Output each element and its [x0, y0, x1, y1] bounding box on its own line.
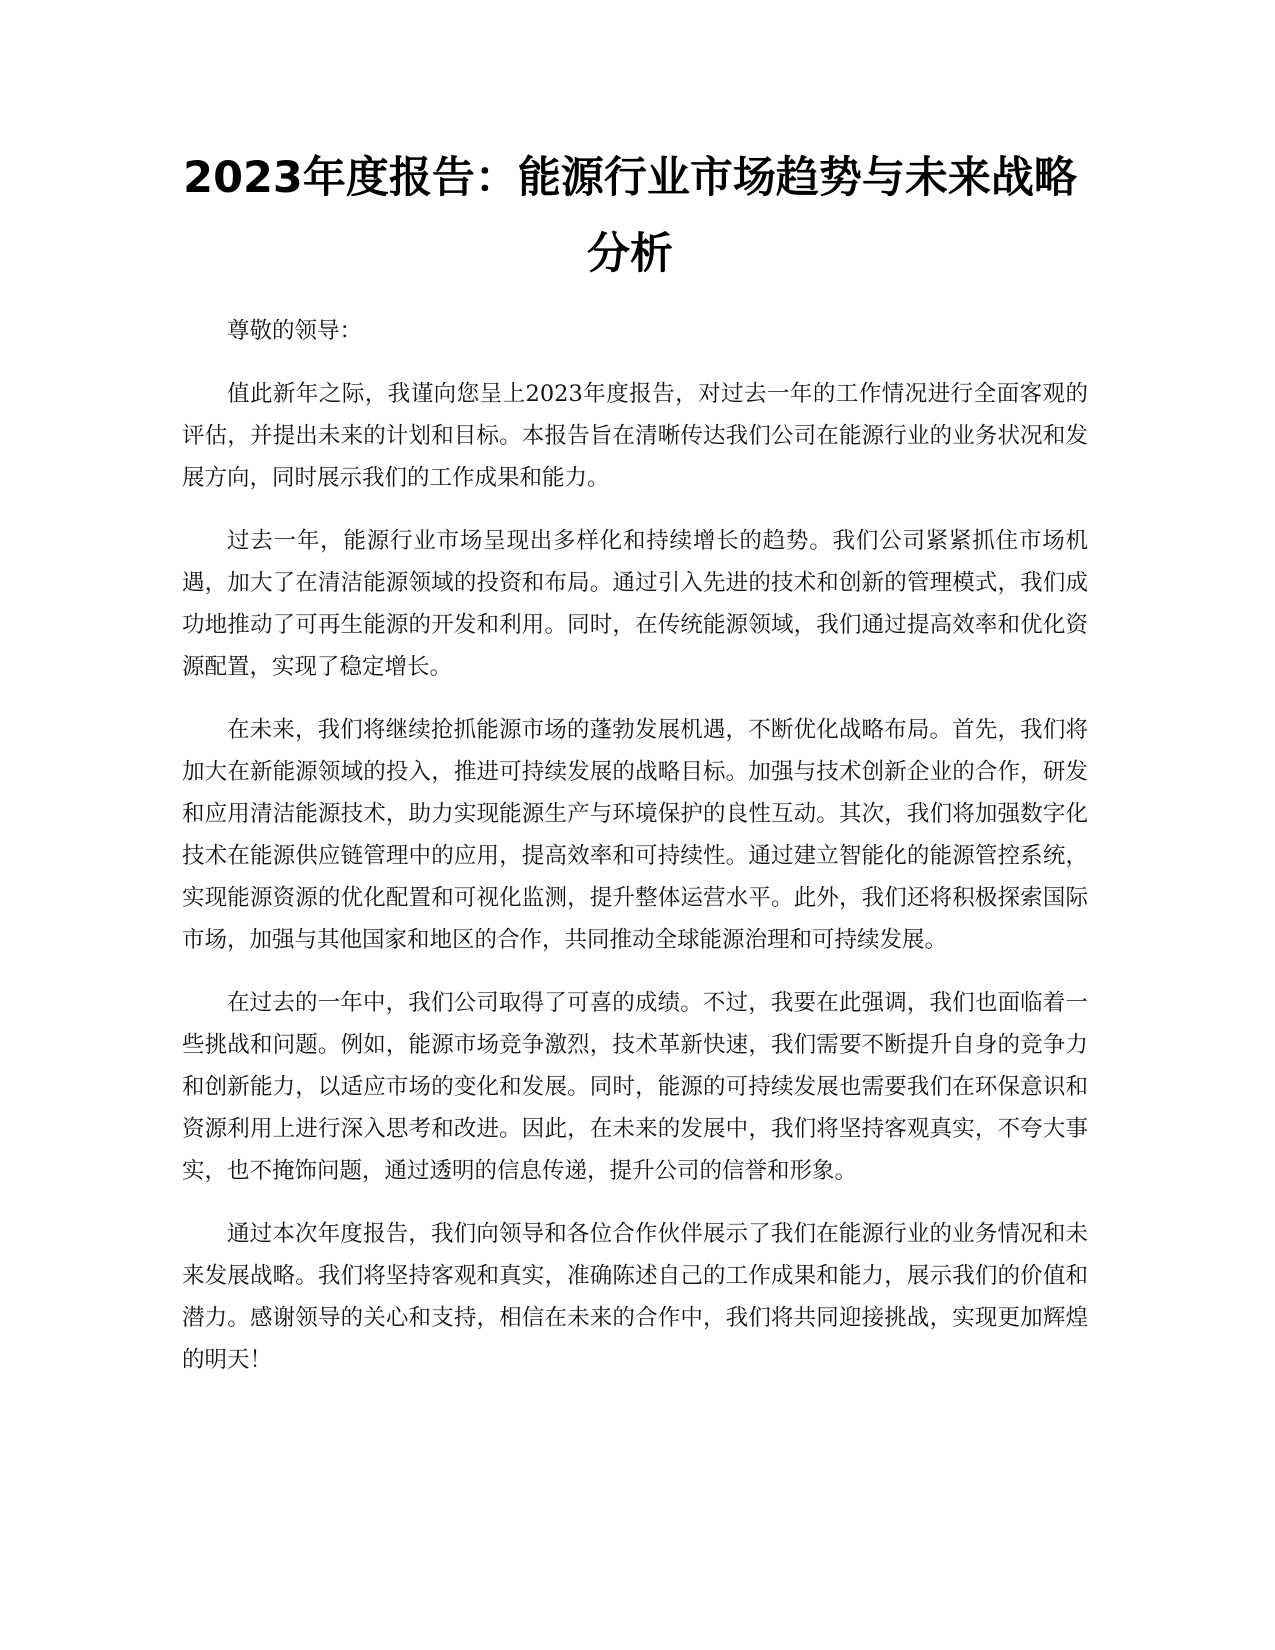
paragraph-intro: 值此新年之际，我谨向您呈上2023年度报告，对过去一年的工作情况进行全面客观的评估，并提出未来的计划和目标。本报告旨在清晰传达我们公司在能源行业的业务状况和发展方向，同时展示我们的工作成果和能力。 — [182, 381, 1088, 491]
paragraph-future-strategy: 在未来，我们将继续抢抓能源市场的蓬勃发展机遇，不断优化战略布局。首先，我们将加大在新能源领域的投入，推进可持续发展的战略目标。加强与技术创新企业的合作，研发和应用清洁能源技术，助力实现能源生产与环境保护的良性互动。其次，我们将加强数字化技术在能源供应链管理中的应用，提高效率和可持续性。通过建立智能化的能源管控系统，实现能源资源的优化配置和可视化监测，提升整体运营水平。此外，我们还将积极探索国际市场，加强与其他国家和地区的合作，共同推动全球能源治理和可持续发展。 — [182, 717, 1088, 953]
document-body — [182, 310, 1088, 1402]
salutation: 尊敬的领导： — [227, 318, 363, 344]
paragraph-conclusion: 通过本次年度报告，我们向领导和各位合作伙伴展示了我们在能源行业的业务情况和未来发展战略。我们将坚持客观和真实，准确陈述自己的工作成果和能力，展示我们的价值和潜力。感谢领导的关心和支持，相信在未来的合作中，我们将共同迎接挑战，实现更加辉煌的明天！ — [182, 1221, 1088, 1373]
paragraph-past-year: 过去一年，能源行业市场呈现出多样化和持续增长的趋势。我们公司紧紧抓住市场机遇，加大了在清洁能源领域的投资和布局。通过引入先进的技术和创新的管理模式，我们成功地推动了可再生能源的开发和利用。同时，在传统能源领域，我们通过提高效率和优化资源配置，实现了稳定增长。 — [182, 528, 1088, 680]
document-title: 2023年度报告：能源行业市场趋势与未来战略分析 — [183, 153, 1077, 279]
paragraph-challenges: 在过去的一年中，我们公司取得了可喜的成绩。不过，我要在此强调，我们也面临着一些挑战和问题。例如，能源市场竞争激烈，技术革新快速，我们需要不断提升自身的竞争力和创新能力，以适应市场的变化和发展。同时，能源的可持续发展也需要我们在环保意识和资源利用上进行深入思考和改进。因此，在未来的发展中，我们将坚持客观真实，不夸大事实，也不掩饰问题，通过透明的信息传递，提升公司的信誉和形象。 — [182, 990, 1088, 1184]
